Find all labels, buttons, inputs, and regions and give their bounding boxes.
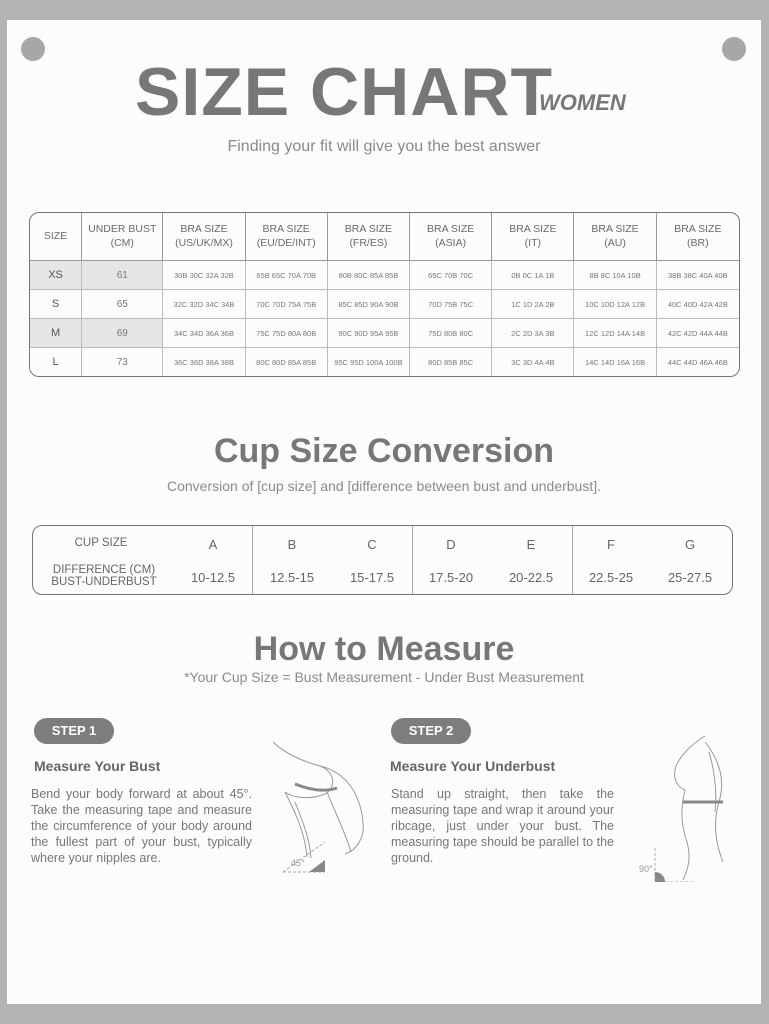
angle-45-label: 45°: [291, 858, 305, 868]
bra-size-cell: 44C 44D 46A 46B: [667, 357, 728, 367]
step2-heading: Measure Your Underbust: [390, 758, 556, 774]
underbust-cell: 73: [82, 348, 163, 376]
header-line: BRA SIZE: [344, 222, 393, 235]
underbust-cell: 69: [82, 319, 163, 348]
bra-size-cell: 3C 3D 4A 4B: [492, 348, 574, 376]
step2-text: Stand up straight, then take the measuring tape and wrap it around your ribcage, just under your bust. The measuring tape should be parallel to the ground.: [391, 787, 614, 865]
header-line: UNDER BUST: [88, 222, 157, 235]
header-line: (ASIA): [435, 236, 467, 249]
header-line: (IT): [524, 236, 541, 249]
size-cell: M: [30, 319, 82, 348]
size-table-header: [163, 213, 245, 261]
bra-size-cell: 14C 14D 16A 16B: [574, 348, 656, 376]
bra-size-cell: 80C 80D 85A 85B: [246, 348, 328, 376]
size-table-header: [328, 213, 410, 261]
cup-difference: 12.5-15: [269, 570, 315, 585]
gender-tag: WOMEN: [539, 90, 626, 115]
bra-size-cell: 80B 80C 85A 85B: [328, 261, 410, 290]
cup-difference: 10-12.5: [190, 570, 236, 585]
difference-label-line1: DIFFERENCE (CM): [52, 564, 156, 576]
header-line: BRA SIZE: [180, 222, 228, 235]
cup-section-title: Cup Size Conversion: [213, 432, 555, 470]
size-cell: S: [30, 290, 82, 319]
cup-difference: 17.5-20: [428, 570, 474, 585]
step1-text: Bend your body forward at about 45°. Take the measuring tape and measure the circumference of your body around the fullest part of your bust, typically where your nipples are.: [31, 787, 252, 865]
header-line: SIZE: [43, 229, 68, 242]
cup-size-label: CUP SIZE: [74, 537, 128, 549]
bust-measure-illustration: [265, 732, 375, 882]
header-line: BRA SIZE: [262, 222, 310, 235]
step1-heading: Measure Your Bust: [34, 758, 161, 774]
bra-size-cell: 40C 40D 42A 42B: [657, 290, 739, 319]
size-cell: L: [30, 348, 82, 376]
size-cell: XS: [30, 261, 82, 290]
bra-size-cell: 95C 95D 100A 100B: [328, 348, 410, 376]
underbust-measure-illustration: [625, 732, 735, 882]
cup-letter: E: [526, 537, 536, 552]
punch-hole: [722, 37, 746, 61]
difference-label: [39, 564, 169, 588]
measure-section-title: How to Measure: [253, 630, 515, 668]
size-chart-page: [7, 20, 761, 1004]
header-line: (AU): [604, 236, 626, 249]
size-table-header: [574, 213, 656, 261]
cup-letter: G: [684, 537, 696, 552]
cup-difference: 15-17.5: [349, 570, 395, 585]
bra-size-cell: 65B 65C 70A 70B: [246, 261, 328, 290]
cup-letter: C: [367, 537, 377, 552]
cup-letter: D: [446, 537, 456, 552]
bra-size-cell: 32C 32D 34C 34B: [163, 290, 245, 319]
size-table-header: [246, 213, 328, 261]
bra-size-cell: 8B 8C 10A 10B: [574, 261, 656, 290]
bra-size-cell: 70D 75B 75C: [410, 290, 492, 319]
bra-size-cell: 42C 42D 44A 44B: [657, 319, 739, 348]
bra-size-cell: 70C 70D 75A 75B: [246, 290, 328, 319]
bra-size-cell: 34C 34D 36A 36B: [163, 319, 245, 348]
header-line: (BR): [687, 236, 709, 249]
cup-conversion-table: [32, 525, 733, 595]
bra-size-cell: 1C 1D 2A 2B: [492, 290, 574, 319]
bra-size-cell: 30B 30C 32A 32B: [163, 261, 245, 290]
cup-letter: F: [607, 537, 615, 552]
bra-size-cell: 90C 90D 95A 95B: [328, 319, 410, 348]
header-line: (US/UK/MX): [175, 236, 233, 249]
bra-size-cell: 2C 2D 3A 3B: [492, 319, 574, 348]
header-line: BRA SIZE: [426, 222, 475, 235]
size-table: [29, 212, 740, 377]
header-line: (CM): [110, 236, 134, 249]
measure-section-note: *Your Cup Size = Bust Measurement - Under Bust Measurement: [184, 669, 584, 685]
header-line: BRA SIZE: [591, 222, 639, 235]
header-line: BRA SIZE: [674, 222, 722, 235]
bra-size-cell: 65C 70B 70C: [410, 261, 492, 290]
cup-difference: 20-22.5: [508, 570, 554, 585]
header-line: (EU/DE/INT): [256, 236, 316, 249]
page-title: SIZE CHART: [135, 54, 553, 130]
size-table-header: [657, 213, 739, 261]
size-table-header: [82, 213, 163, 261]
underbust-cell: 61: [82, 261, 163, 290]
size-table-header: [30, 213, 82, 261]
bra-size-cell: 0B 0C 1A 1B: [492, 261, 574, 290]
cup-letter: A: [208, 537, 218, 552]
table-row: [30, 290, 739, 319]
page-subtitle: Finding your fit will give you the best answer: [227, 138, 541, 155]
header-line: BRA SIZE: [509, 222, 557, 235]
cup-difference: 25-27.5: [667, 570, 713, 585]
bra-size-cell: 80D 85B 85C: [410, 348, 492, 376]
table-row: [30, 261, 739, 290]
difference-label-line2: BUST-UNDERBUST: [51, 576, 157, 588]
bra-size-cell: 38B 38C 40A 40B: [657, 261, 739, 290]
header-line: (FR/ES): [349, 236, 388, 249]
step2-badge: STEP 2: [391, 718, 471, 744]
bra-size-cell: 10C 10D 12A 12B: [574, 290, 656, 319]
punch-hole: [21, 37, 45, 61]
bra-size-cell: 36C 36D 38A 38B: [163, 348, 245, 376]
underbust-cell: 65: [82, 290, 163, 319]
table-row: [30, 348, 739, 376]
size-table-header: [410, 213, 492, 261]
bra-size-cell: 75D 80B 80C: [410, 319, 492, 348]
table-row: [30, 319, 739, 348]
cup-letter: B: [287, 537, 297, 552]
angle-90-label: 90°: [639, 864, 653, 874]
bra-size-cell: 12C 12D 14A 14B: [574, 319, 656, 348]
bra-size-cell: 85C 85D 90A 90B: [328, 290, 410, 319]
size-table-header: [492, 213, 574, 261]
cup-section-note: Conversion of [cup size] and [difference between bust and underbust].: [166, 478, 602, 494]
bra-size-cell: 75C 75D 80A 80B: [246, 319, 328, 348]
step1-badge: STEP 1: [34, 718, 114, 744]
cup-difference: 22.5-25: [588, 570, 634, 585]
